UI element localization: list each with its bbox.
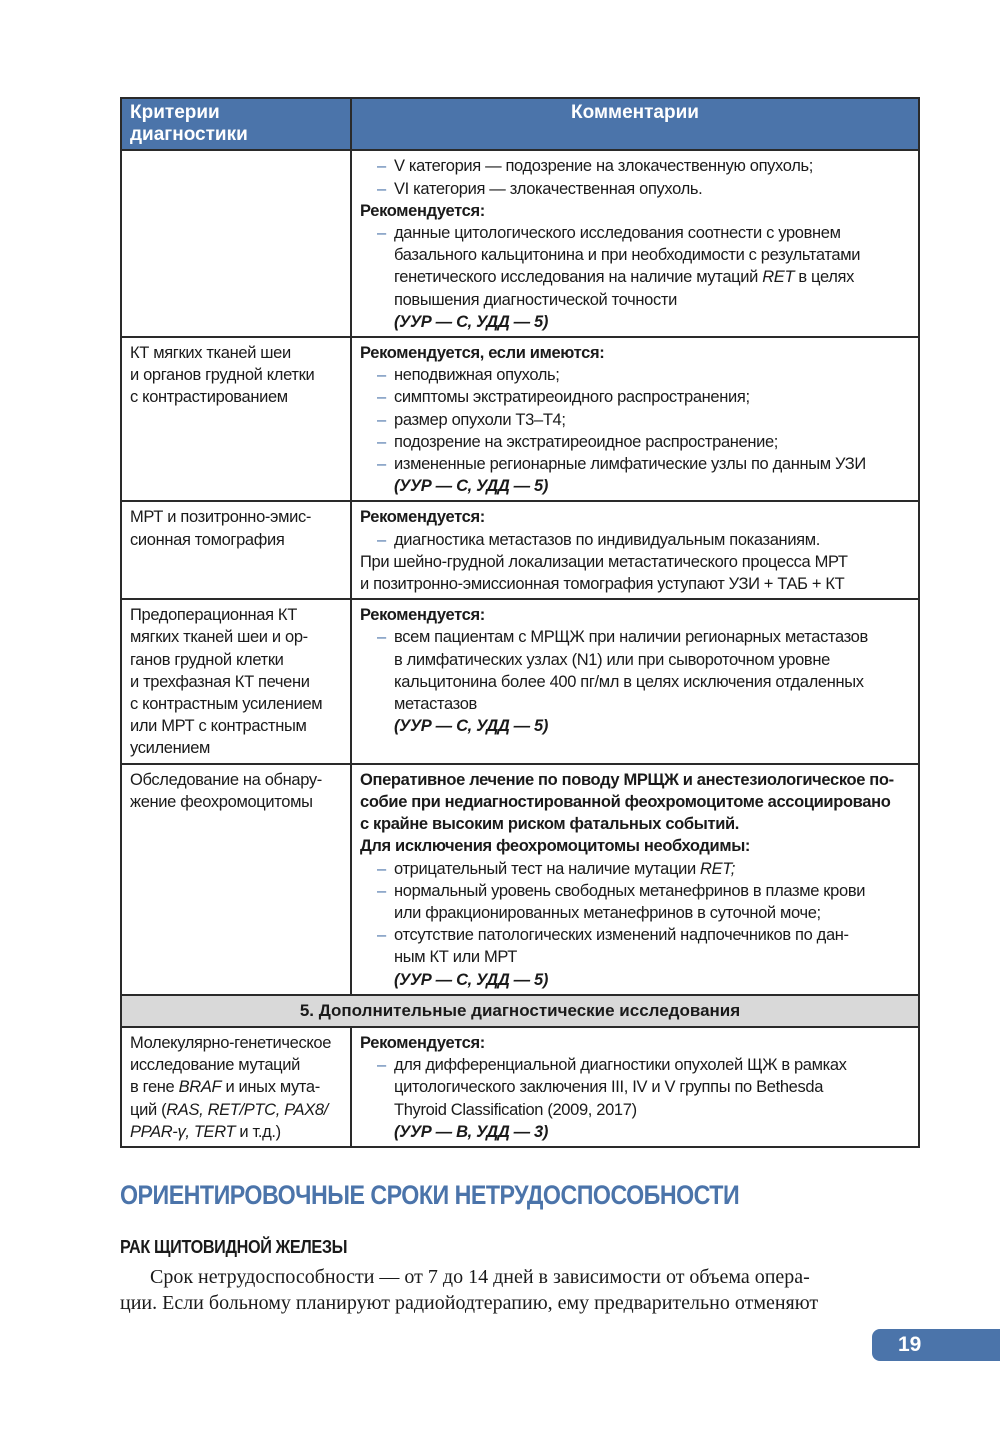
comment-line: метастазов [394,695,477,714]
criteria-cell [121,150,351,337]
list-item: – отрицательный тест на наличие мутации RET; [360,858,910,880]
italic-term: PPAR-γ, TERT [130,1122,236,1141]
comment-line: Для исключения феохромоцитомы необходимы: [360,837,751,856]
section-row [121,995,919,1027]
table-row [121,1027,919,1147]
table-row [121,337,919,501]
header-comments: Комментарии [351,98,919,150]
list-item: – отсутствие патологических изменений надпочечников по дан- [360,924,910,946]
italic-term: BRAF [178,1078,222,1097]
criteria-line: Молекулярно-генетическое [130,1033,332,1052]
criteria-line: Обследование на обнару- [130,770,322,789]
list-item: – V категория — подозрение на злокачественную опухоль; [360,155,910,177]
evidence-level: (УУР — С, УДД — 5) [394,477,549,496]
list-item: – подозрение на экстратиреоидное распространение; [360,431,910,453]
list-item: – для дифференциальной диагностики опухолей ЩЖ в рамках [360,1054,910,1076]
comments-cell [351,1027,919,1147]
criteria-line: PPAR-γ, TERT и т.д.) [130,1122,281,1141]
comment-line: кальцитонина более 400 пг/мл в целях исключения отдаленных [394,672,864,691]
italic-term: RET [762,268,795,287]
evidence-level: (УУР — С, УДД — 5) [394,312,549,331]
criteria-cell [121,764,351,995]
criteria-line: ганов грудной клетки [130,650,284,669]
comment-line: и позитронно-эмиссионная томография уступают УЗИ + ТАБ + КТ [360,575,845,594]
comments-cell [351,501,919,599]
list-item: – диагностика метастазов по индивидуальным показаниям. [360,529,910,551]
criteria-line: исследование мутаций [130,1056,301,1075]
italic-term: RAS, RET/PTC, PAX8/ [166,1100,328,1119]
table-row [121,764,919,995]
criteria-line: или МРТ с контрастным [130,717,307,736]
comments-cell [351,337,919,501]
comment-line: базального кальцитонина и при необходимости с результатами [394,246,861,265]
list-item: – данные цитологического исследования соотнести с уровнем [360,222,910,244]
section-heading: ОРИЕНТИРОВОЧНЫЕ СРОКИ НЕТРУДОСПОСОБНОСТИ [120,1180,740,1210]
list-item: – нормальный уровень свободных метанефринов в плазме крови [360,880,910,902]
section-title: 5. Дополнительные диагностические исследования [121,995,919,1027]
criteria-line: с контрастным усилением [130,695,323,714]
comment-line: собие при недиагностированной феохромоцитоме ассоциировано [360,792,891,811]
evidence-level: (УУР — С, УДД — 5) [394,717,549,736]
evidence-level: (УУР — С, УДД — 5) [394,970,549,989]
page-number: 19 [872,1329,1000,1361]
comments-cell [351,764,919,995]
comment-line: Рекомендуется: [360,606,485,625]
diagnostics-table [120,97,920,1148]
criteria-line: жение феохромоцитомы [130,792,313,811]
comment-line: Thyroid Classification (2009, 2017) [394,1100,637,1119]
italic-term: RET; [700,859,736,878]
criteria-line: КТ мягких тканей шеи [130,344,291,363]
criteria-line: МРТ и позитронно-эмис- [130,508,312,527]
list-item: – VI категория — злокачественная опухоль. [360,178,910,200]
criteria-line: ций (RAS, RET/PTC, PAX8/ [130,1100,328,1119]
comment-line: цитологического заключения III, IV и V группы по Bethesda [394,1078,824,1097]
comment-line: При шейно-грудной локализации метастатического процесса МРТ [360,552,848,571]
criteria-line: в гене BRAF и иных мута- [130,1078,320,1097]
list-item: – измененные регионарные лимфатические узлы по данным УЗИ [360,453,910,475]
comment-line: Рекомендуется, если имеются: [360,344,605,363]
comments-cell [351,150,919,337]
criteria-line: усилением [130,739,211,758]
comment-line: повышения диагностической точности [394,290,677,309]
criteria-cell [121,599,351,763]
comment-line: Оперативное лечение по поводу МРЩЖ и анестезиологическое по- [360,770,894,789]
comment-line: генетического исследования на наличие мутаций RET в целях [394,268,855,287]
table-row [121,501,919,599]
list-item: – симптомы экстратиреоидного распространения; [360,386,910,408]
criteria-line: мягких тканей шеи и ор- [130,628,308,647]
list-item: – размер опухоли Т3–Т4; [360,409,910,431]
criteria-line: с контрастированием [130,388,288,407]
comment-line: ным КТ или МРТ [394,948,518,967]
subsection-heading: РАК ЩИТОВИДНОЙ ЖЕЛЕЗЫ [120,1237,348,1257]
evidence-level: (УУР — В, УДД — 3) [394,1122,549,1141]
criteria-cell [121,501,351,599]
comment-line: Рекомендуется: [360,201,485,220]
table-row [121,150,919,337]
criteria-line: сионная томография [130,530,285,549]
table-row [121,599,919,763]
paragraph-line: ции. Если больному планируют радиойодтерапию, ему предварительно отменяют [120,1292,819,1314]
criteria-line: и трехфазная КТ печени [130,672,310,691]
criteria-cell [121,1027,351,1147]
criteria-line: и органов грудной клетки [130,366,315,385]
body-paragraph [120,1264,920,1316]
comment-line: с крайне высоким риском фатальных событий. [360,815,740,834]
list-item: – неподвижная опухоль; [360,364,910,386]
criteria-cell [121,337,351,501]
comment-line: Рекомендуется: [360,1033,485,1052]
comments-cell [351,599,919,763]
header-criteria: Критерии диагностики [121,98,351,150]
paragraph-line: Срок нетрудоспособности — от 7 до 14 дней в зависимости от объема опера- [150,1266,810,1288]
criteria-line: Предоперационная КТ [130,606,297,625]
list-item: – всем пациентам с МРЩЖ при наличии регионарных метастазов [360,626,910,648]
comment-line: в лимфатических узлах (N1) или при сывороточном уровне [394,650,830,669]
comment-line: или фракционированных метанефринов в суточной моче; [394,903,821,922]
comment-line: Рекомендуется: [360,508,485,527]
